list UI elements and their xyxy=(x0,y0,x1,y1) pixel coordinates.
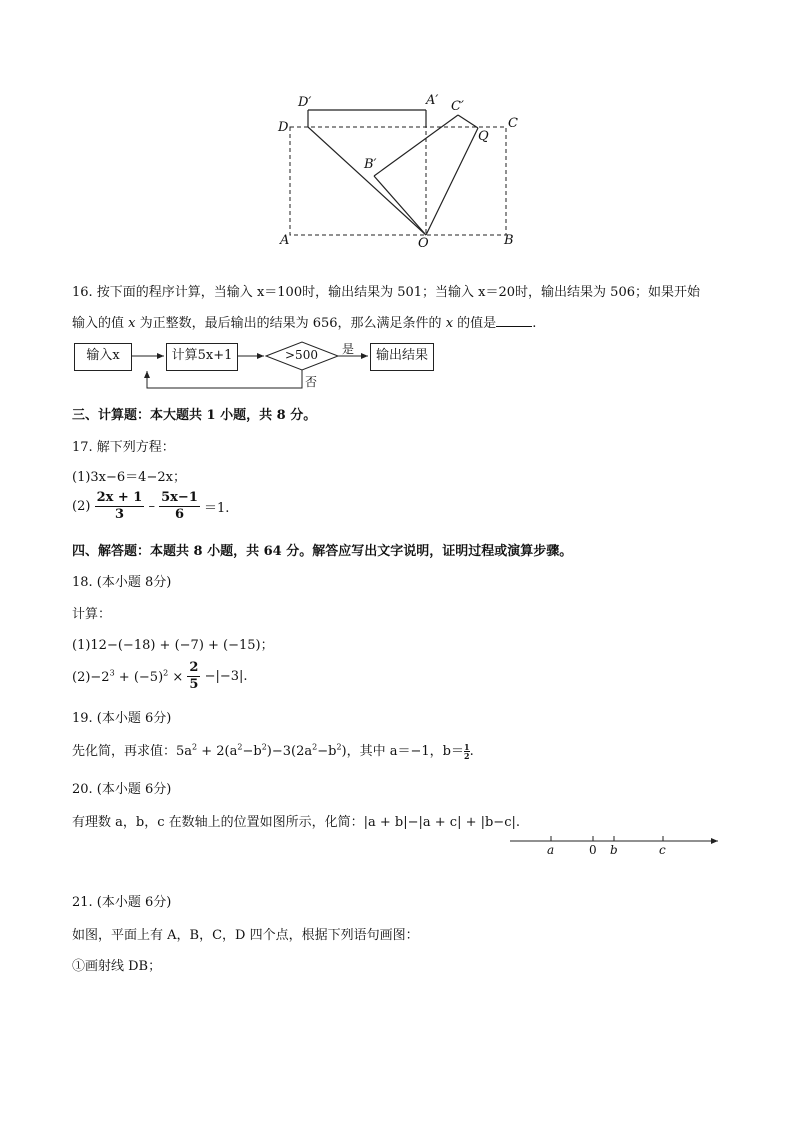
q18-part1: (1)12−(−18) + (−7) + (−15)； xyxy=(72,638,274,653)
q16-line2-end: . xyxy=(532,316,537,331)
q19-text-b: + 2(a xyxy=(197,744,238,759)
q16-line2-a: 输入的值 xyxy=(72,316,129,331)
q17-p2-suffix: ＝1. xyxy=(204,501,230,516)
q16-line2-c: 的值是 xyxy=(453,316,497,331)
q17-frac2-den: 6 xyxy=(174,507,185,522)
label-Cp: C′ xyxy=(451,99,464,114)
q17-title: 17. 解下列方程： xyxy=(72,440,175,455)
q19-e3: 2 xyxy=(261,742,267,752)
q17-part1: (1)3x−6＝4−2x； xyxy=(72,470,186,485)
label-D: D xyxy=(278,120,289,135)
q19-text-end: . xyxy=(469,744,474,759)
q18-exp1: 3 xyxy=(109,668,115,678)
q17-frac2-num: 5x−1 xyxy=(161,490,198,505)
q17-frac1-den: 3 xyxy=(114,507,124,522)
label-O: O xyxy=(418,236,429,251)
q16-var-x2: x xyxy=(445,316,454,331)
q17-frac1-num: 2x + 1 xyxy=(96,490,143,505)
label-B: B xyxy=(504,233,514,248)
q18-exp2: 2 xyxy=(163,668,169,678)
q21-title: 21. (本小题 6分) xyxy=(72,895,172,910)
q19-e5: 2 xyxy=(336,742,342,752)
label-Ap: A′ xyxy=(426,93,439,108)
q19-text-e: −b xyxy=(317,744,337,759)
q18-p2-a: (2)−2 xyxy=(72,669,110,685)
q19-e4: 2 xyxy=(312,742,318,752)
label-A: A xyxy=(280,233,290,248)
q19-text-a: 先化简，再求值：5a xyxy=(72,744,193,759)
q20-text: 有理数 a，b，c 在数轴上的位置如图所示，化简：|a + b|−|a + c| + |b−c|. xyxy=(72,815,520,830)
label-Dp: D′ xyxy=(298,95,312,110)
flow-cond-label: >500 xyxy=(285,348,318,362)
q17-minus: – xyxy=(148,499,155,514)
section3-title: 三、计算题：本大题共 1 小题，共 8 分。 xyxy=(72,408,317,423)
q18-p2-d: −|−3|. xyxy=(204,669,248,684)
axis-label-b: b xyxy=(610,843,618,857)
q19-e1: 2 xyxy=(192,742,198,752)
section4-title: 四、解答题：本题共 8 小题，共 64 分。解答应写出文字说明，证明过程或演算步骤。 xyxy=(72,544,573,559)
q18-intro: 计算： xyxy=(72,607,112,622)
q16-line1: 16. 按下面的程序计算，当输入 x＝100时，输出结果为 501；当输入 x＝20时，输出结果为 506；如果开始 xyxy=(72,285,700,300)
q17-p2-prefix: (2) xyxy=(72,499,91,514)
q21-text: 如图，平面上有 A，B，C，D 四个点，根据下列语句画图： xyxy=(72,928,419,943)
flow-output-box: 输出结果 xyxy=(370,343,434,371)
label-C: C xyxy=(508,116,518,131)
q18-frac-num: 2 xyxy=(189,660,199,675)
q18-frac-den: 5 xyxy=(189,677,199,692)
axis-label-c: c xyxy=(659,843,666,857)
flow-no-label: 否 xyxy=(305,375,318,389)
q16-var-x: x xyxy=(128,316,136,331)
q19-title: 19. (本小题 6分) xyxy=(72,711,172,726)
label-Q: Q xyxy=(478,129,489,144)
q19-text-f: )，其中 a＝−1，b＝ xyxy=(341,744,464,759)
axis-label-zero: 0 xyxy=(589,843,597,857)
flow-yes-label: 是 xyxy=(342,342,355,356)
q21-item1: ①画射线 DB； xyxy=(72,959,162,974)
q18-title: 18. (本小题 8分) xyxy=(72,575,172,590)
q18-p2-c: × xyxy=(168,669,188,685)
q16-line2-b: 为正整数，最后输出的结果为 656，那么满足条件的 xyxy=(135,316,446,331)
q19-frac-num: 1 xyxy=(464,742,470,752)
q19-text-c: −b xyxy=(242,744,262,759)
axis-label-a: a xyxy=(547,843,555,857)
q18-p2-b: + (−5) xyxy=(114,669,164,685)
flow-input-box: 输入x xyxy=(74,343,132,371)
label-Bp: B′ xyxy=(364,157,377,172)
q19-e2: 2 xyxy=(237,742,243,752)
flow-compute-box: 计算5x+1 xyxy=(166,343,238,371)
q20-title: 20. (本小题 6分) xyxy=(72,782,172,797)
q19-text-d: )−3(2a xyxy=(266,744,313,759)
q19-frac-den: 2 xyxy=(464,751,470,761)
